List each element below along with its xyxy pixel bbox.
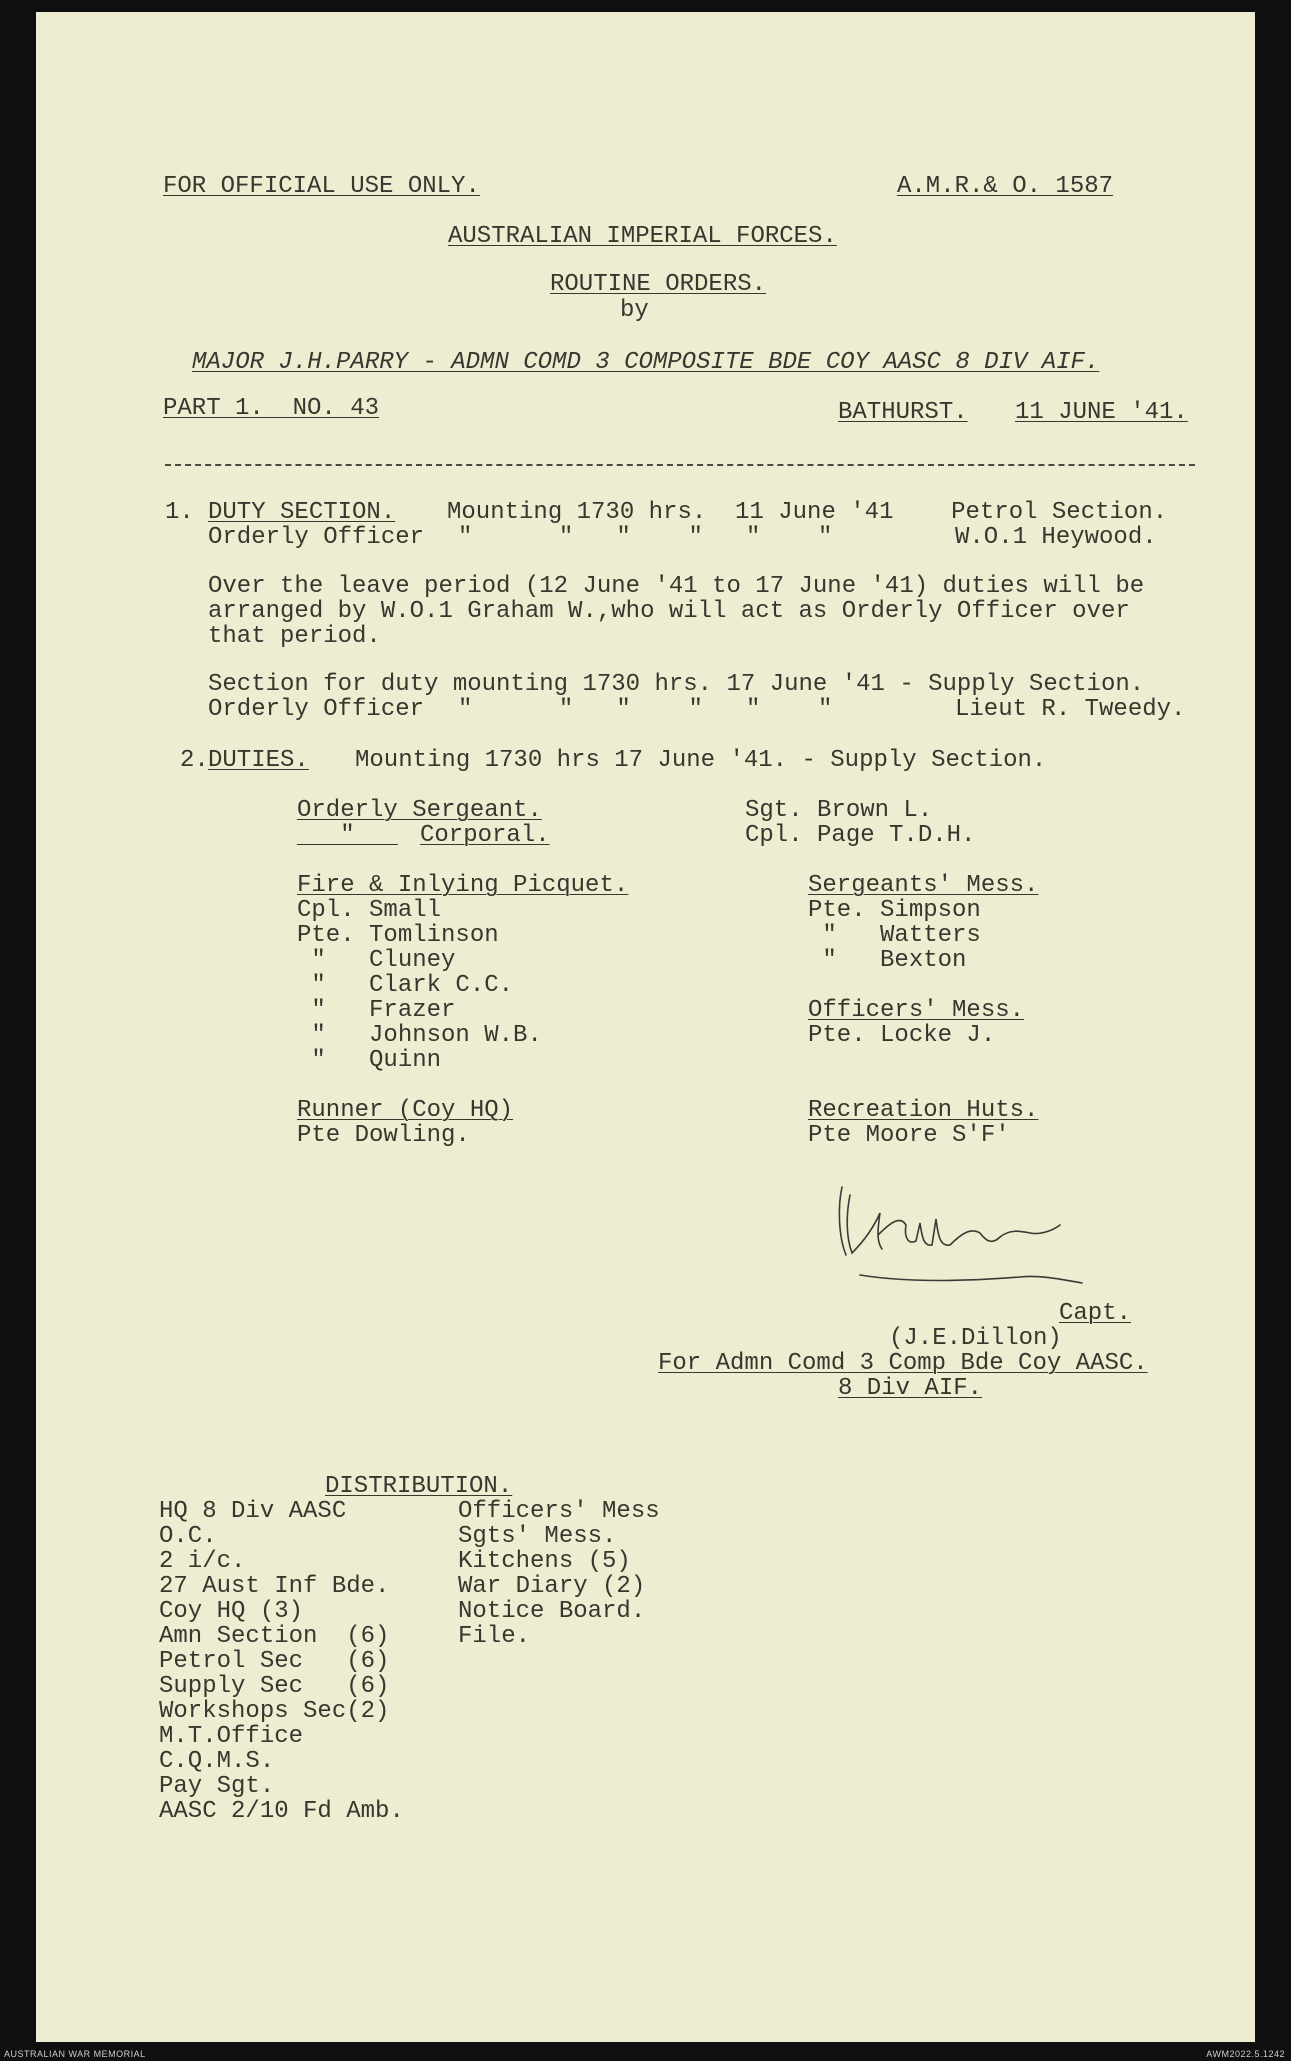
- signatory-name: (J.E.Dillon): [889, 1325, 1062, 1352]
- order-date: 11 JUNE '41.: [1015, 399, 1188, 426]
- distribution-item: Amn Section (6): [159, 1623, 390, 1650]
- recreation-huts-heading: Recreation Huts.: [808, 1097, 1039, 1124]
- picquet-member: " Quinn: [297, 1047, 442, 1074]
- item-1-number: 1.: [165, 499, 194, 526]
- orderly-corporal-name: Cpl. Page T.D.H.: [745, 822, 976, 849]
- item-1-para2-line1: Section for duty mounting 1730 hrs. 17 June '41 - Supply Section.: [208, 671, 1145, 698]
- footer-reference: AWM2022.5.1242: [1206, 2049, 1285, 2059]
- distribution-item: Coy HQ (3): [159, 1598, 304, 1625]
- runner-name: Pte Dowling.: [297, 1122, 470, 1149]
- distribution-item: C.Q.M.S.: [159, 1748, 275, 1775]
- picquet-member: " Frazer: [297, 997, 456, 1024]
- officers-mess-heading: Officers' Mess.: [808, 997, 1025, 1024]
- item-1-ditto: " " " " " ": [458, 524, 833, 551]
- item-1-para1-line3: that period.: [208, 623, 381, 650]
- item-2-line1: Mounting 1730 hrs 17 June '41. - Supply Section.: [355, 747, 1047, 774]
- distribution-item: 2 i/c.: [159, 1548, 246, 1575]
- item-2-number: 2.: [180, 747, 209, 774]
- orderly-sergeant-name: Sgt. Brown L.: [745, 797, 933, 824]
- distribution-item: Supply Sec (6): [159, 1673, 390, 1700]
- distribution-heading: DISTRIBUTION.: [325, 1473, 513, 1500]
- recreation-huts-name: Pte Moore S'F': [808, 1122, 1010, 1149]
- runner-heading: Runner (Coy HQ): [297, 1097, 514, 1124]
- orderly-sergeant-label: Orderly Sergeant.: [297, 797, 542, 824]
- item-1-para2-value: Lieut R. Tweedy.: [955, 696, 1186, 723]
- picquet-member: " Johnson W.B.: [297, 1022, 542, 1049]
- distribution-item: AASC 2/10 Fd Amb.: [159, 1798, 404, 1825]
- item-1-orderly-value: W.O.1 Heywood.: [955, 524, 1157, 551]
- issuer-line: MAJOR J.H.PARRY - ADMN COMD 3 COMPOSITE BDE COY AASC 8 DIV AIF.: [192, 349, 1100, 376]
- picquet-member: " Clark C.C.: [297, 972, 514, 999]
- item-1-para2-label: Orderly Officer: [208, 696, 425, 723]
- distribution-item: Workshops Sec(2): [159, 1698, 390, 1725]
- force-heading: AUSTRALIAN IMPERIAL FORCES.: [448, 223, 837, 250]
- location: BATHURST.: [838, 399, 968, 426]
- signatory-for-line1: For Admn Comd 3 Comp Bde Coy AASC.: [658, 1350, 1148, 1377]
- item-1-para1-line2: arranged by W.O.1 Graham W.,who will act as Orderly Officer over: [208, 598, 1130, 625]
- officers-mess-member: Pte. Locke J.: [808, 1022, 996, 1049]
- distribution-item: File.: [458, 1623, 531, 1650]
- separator-line: [165, 464, 1195, 466]
- picquet-member: Pte. Tomlinson: [297, 922, 499, 949]
- orderly-corporal-label: Corporal.: [420, 822, 550, 849]
- signatory-rank: Capt.: [1059, 1300, 1132, 1327]
- distribution-item: Petrol Sec (6): [159, 1648, 390, 1675]
- item-1-line1: Mounting 1730 hrs. 11 June '41 Petrol Section.: [447, 499, 1168, 526]
- sergeants-mess-member: " Bexton: [808, 947, 967, 974]
- item-1-para1-line1: Over the leave period (12 June '41 to 17 June '41) duties will be: [208, 573, 1145, 600]
- picquet-member: Cpl. Small: [297, 897, 442, 924]
- sergeants-mess-member: Pte. Simpson: [808, 897, 981, 924]
- distribution-item: HQ 8 Div AASC: [159, 1498, 347, 1525]
- footer-source: AUSTRALIAN WAR MEMORIAL: [4, 2049, 146, 2059]
- document-title: ROUTINE ORDERS.: [550, 271, 767, 298]
- distribution-item: Pay Sgt.: [159, 1773, 275, 1800]
- distribution-item: 27 Aust Inf Bde.: [159, 1573, 390, 1600]
- picquet-heading: Fire & Inlying Picquet.: [297, 872, 629, 899]
- picquet-member: " Cluney: [297, 947, 456, 974]
- item-1-para2-ditto: " " " " " ": [458, 696, 833, 723]
- distribution-item: War Diary (2): [458, 1573, 646, 1600]
- distribution-item: M.T.Office: [159, 1723, 304, 1750]
- sergeants-mess-heading: Sergeants' Mess.: [808, 872, 1039, 899]
- distribution-item: Officers' Mess: [458, 1498, 660, 1525]
- item-2-heading: DUTIES.: [208, 747, 309, 774]
- distribution-item: Notice Board.: [458, 1598, 646, 1625]
- item-1-heading: DUTY SECTION.: [208, 499, 396, 526]
- sergeants-mess-member: " Watters: [808, 922, 981, 949]
- official-use-heading: FOR OFFICIAL USE ONLY.: [163, 173, 480, 200]
- reference-number: A.M.R.& O. 1587: [897, 173, 1114, 200]
- distribution-item: Sgts' Mess.: [458, 1523, 617, 1550]
- distribution-item: O.C.: [159, 1523, 217, 1550]
- orderly-corporal-ditto: ": [297, 822, 398, 849]
- signatory-for-line2: 8 Div AIF.: [838, 1375, 983, 1402]
- part-number: PART 1. NO. 43: [163, 395, 380, 422]
- handwritten-signature: [820, 1175, 1140, 1305]
- distribution-item: Kitchens (5): [458, 1548, 631, 1575]
- by-line: by: [620, 297, 649, 324]
- item-1-orderly-label: Orderly Officer: [208, 524, 425, 551]
